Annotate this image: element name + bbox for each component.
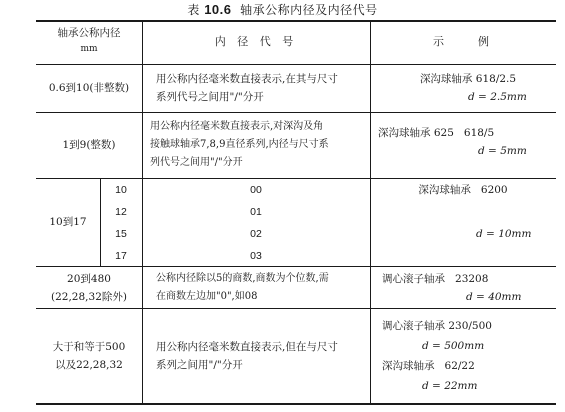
row5-range-line: 大于和等于500	[52, 341, 126, 353]
table-title-text: 轴承公称内径及内径代号	[240, 3, 378, 17]
row4-example	[382, 270, 554, 306]
row2-example-line: d = 5mm	[478, 145, 527, 157]
row5-desc-line: 用公称内径毫米数直接表示,但在与尺寸	[156, 341, 338, 353]
header-bore-unit: mm	[80, 44, 98, 54]
row1-example-line: d = 2.5mm	[468, 91, 527, 103]
row5-example-line: 深沟球轴承 62/22	[382, 360, 475, 372]
header-bore-code: 内 径 代 号	[214, 35, 298, 48]
row5-description	[156, 338, 368, 374]
row3-sub-code: 01	[250, 206, 262, 218]
table-rule-bottom	[36, 403, 556, 405]
row1-desc-line: 用公称内径毫米数直接表示,在其与尺寸	[156, 73, 338, 85]
row4-example-line: 调心滚子轴承 23208	[382, 273, 489, 285]
row3-sub-code: 03	[250, 250, 262, 262]
table-col-rule	[370, 20, 371, 404]
row4-range-line: 20到480	[67, 273, 111, 285]
table-rule-top	[36, 20, 556, 22]
row3-sub-code: 02	[250, 228, 262, 240]
row3-example-d: d = 10mm	[476, 228, 532, 240]
row1-description	[156, 70, 366, 106]
row4-range-line: (22,28,32除外)	[51, 291, 127, 303]
row3-sub-diameter: 12	[115, 206, 127, 218]
header-bore-label: 轴承公称内径	[57, 27, 121, 39]
row2-description	[150, 118, 368, 172]
table-rule	[36, 308, 556, 309]
row3-sub-code: 00	[250, 184, 262, 196]
table-title	[0, 0, 565, 20]
row1-range: 0.6到10(非整数)	[48, 82, 130, 94]
table-title-prefix: 表	[187, 3, 200, 17]
row1-desc-line: 系列代号之间用"/"分开	[156, 91, 264, 103]
row2-desc-line: 用公称内径毫米数直接表示,对深沟及角	[150, 121, 324, 132]
row1-example-line: 深沟球轴承 618/2.5	[419, 73, 517, 85]
row2-example	[378, 124, 554, 160]
table-rule	[36, 64, 556, 65]
row5-example-line: d = 22mm	[422, 380, 478, 392]
row2-desc-line: 列代号之间用"/"分开	[150, 157, 243, 168]
row2-desc-line: 接触球轴承7,8,9直径系列,内径与尺寸系	[150, 139, 329, 150]
row2-example-line: 深沟球轴承 625 618/5	[378, 127, 495, 139]
bore-code-table	[36, 20, 556, 404]
row3-range: 10到17	[49, 216, 87, 228]
row1-example	[384, 70, 552, 106]
row3-sub-diameter: 15	[115, 228, 127, 240]
table-title-number: 10.6	[204, 2, 232, 17]
header-bore-diameter	[36, 24, 142, 56]
row4-desc-line: 公称内径除以5的商数,商数为个位数,需	[156, 273, 329, 284]
row2-range: 1到9(整数)	[62, 139, 116, 151]
row5-range	[36, 338, 142, 374]
row5-desc-line: 系列之间用"/"分开	[156, 359, 243, 371]
row5-example-line: d = 500mm	[422, 340, 485, 352]
row5-example	[382, 316, 554, 396]
row3-sub-diameter: 10	[115, 184, 127, 196]
row4-desc-line: 在商数左边加"0",如08	[156, 291, 258, 302]
row5-range-line: 以及22,28,32	[55, 359, 123, 371]
row3-sub-diameter: 17	[115, 250, 127, 262]
row3-example-bearing: 深沟球轴承 6200	[418, 184, 508, 196]
row4-range	[36, 270, 142, 306]
header-example: 示 例	[433, 35, 493, 48]
row4-description	[156, 270, 368, 306]
row4-example-line: d = 40mm	[466, 291, 522, 303]
table-rule	[36, 178, 556, 179]
table-rule	[36, 112, 556, 113]
row5-example-line: 调心滚子轴承 230/500	[382, 320, 492, 332]
table-rule	[36, 266, 556, 267]
